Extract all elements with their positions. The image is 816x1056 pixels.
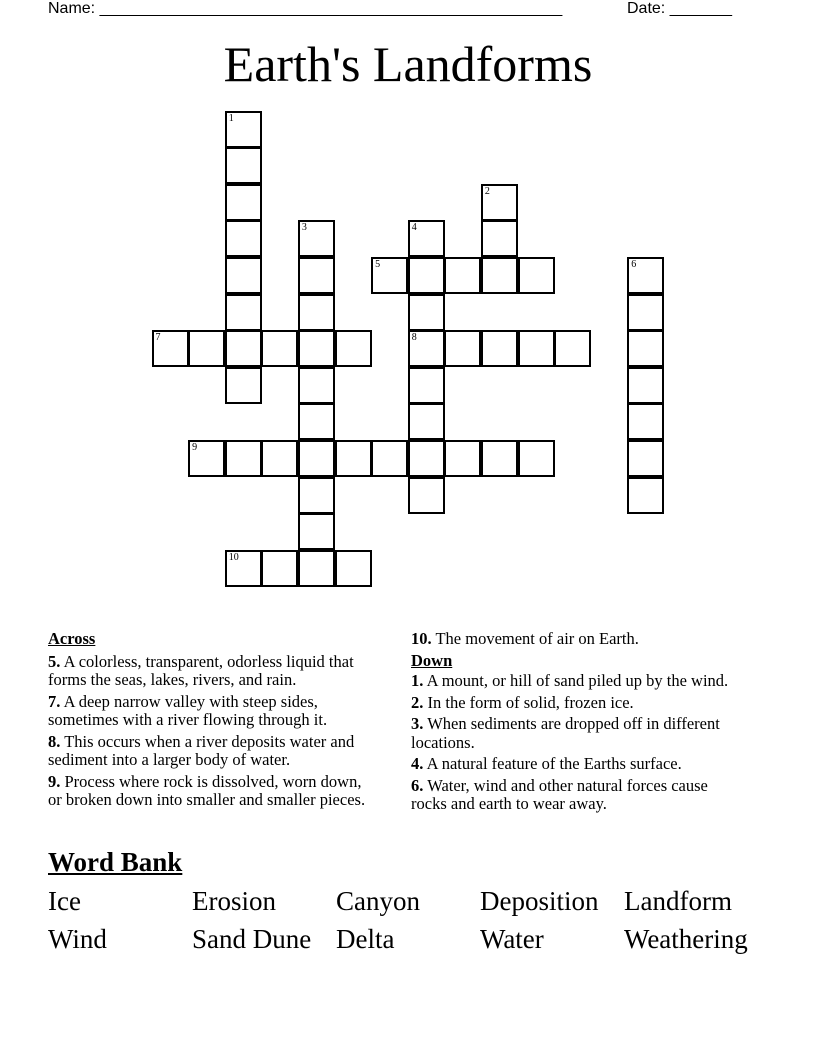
- clue-across-8: 8. This occurs when a river deposits water and sediment into a larger body of water.: [48, 731, 355, 769]
- clue-across-10: 10. The movement of air on Earth.: [411, 629, 639, 648]
- grid-cell[interactable]: [481, 330, 518, 367]
- grid-cell[interactable]: [627, 330, 664, 367]
- word-bank-item: Sand Dune: [192, 924, 312, 954]
- name-line: Name: ____________________________________________________: [48, 0, 563, 17]
- grid-cell[interactable]: [188, 440, 225, 477]
- grid-cell[interactable]: [261, 440, 298, 477]
- grid-cell[interactable]: [481, 440, 518, 477]
- clue-across-5: 5. A colorless, transparent, odorless liquid that forms the seas, lakes, rivers, and rain.: [48, 651, 354, 689]
- grid-cell[interactable]: [298, 440, 335, 477]
- grid-cell[interactable]: [554, 330, 591, 367]
- across-heading: Across: [48, 629, 96, 648]
- grid-cell[interactable]: [481, 220, 518, 257]
- word-bank-item: Weathering: [624, 924, 748, 954]
- grid-cell[interactable]: [371, 440, 408, 477]
- word-bank-item: Delta: [336, 924, 395, 954]
- clue-down-1: 1. A mount, or hill of sand piled up by the wind.: [411, 671, 729, 690]
- clue-across-9: 9. Process where rock is dissolved, worn down, or broken down into smaller and smaller pieces.: [48, 771, 366, 809]
- grid-cell[interactable]: [408, 440, 445, 477]
- word-bank-item: Water: [480, 924, 544, 954]
- grid-cell[interactable]: [627, 477, 664, 514]
- grid-cell[interactable]: [298, 403, 335, 440]
- grid-cell[interactable]: [371, 257, 408, 294]
- grid-cell[interactable]: [627, 257, 664, 294]
- grid-cell[interactable]: [408, 367, 445, 404]
- grid-cell[interactable]: [518, 257, 555, 294]
- clue-number: 3: [301, 222, 307, 234]
- grid-cell[interactable]: [408, 257, 445, 294]
- grid-cell[interactable]: [408, 477, 445, 514]
- grid-cell[interactable]: [518, 330, 555, 367]
- grid-cell[interactable]: [444, 330, 481, 367]
- word-bank-item: Ice: [48, 886, 81, 916]
- word-bank-title: Word Bank: [48, 847, 183, 877]
- grid-cell[interactable]: [225, 220, 262, 257]
- date-line: Date: _______: [627, 0, 732, 17]
- grid-cell[interactable]: [335, 440, 372, 477]
- page-title: Earth's Landforms: [223, 36, 593, 92]
- grid-cell[interactable]: [481, 257, 518, 294]
- word-bank-item: Landform: [624, 886, 732, 916]
- grid-cell[interactable]: [481, 184, 518, 221]
- grid-cell[interactable]: [408, 330, 445, 367]
- grid-cell[interactable]: [627, 403, 664, 440]
- grid-cell[interactable]: [261, 330, 298, 367]
- grid-cell[interactable]: [444, 257, 481, 294]
- grid-cell[interactable]: [518, 440, 555, 477]
- clue-number: 6: [631, 258, 637, 270]
- grid-cell[interactable]: [627, 294, 664, 331]
- clue-number: 1: [228, 112, 234, 124]
- clue-number: 2: [484, 185, 490, 197]
- clue-down-2: 2. In the form of solid, frozen ice.: [411, 692, 634, 712]
- clue-number: 9: [192, 441, 198, 453]
- clues-right-column: [411, 630, 741, 817]
- grid-cell[interactable]: [298, 367, 335, 404]
- clue-down-3: 3. When sediments are dropped off in different locations.: [411, 714, 720, 752]
- grid-cell[interactable]: [298, 220, 335, 257]
- grid-cell[interactable]: [225, 184, 262, 221]
- word-bank-item: Wind: [48, 924, 107, 954]
- grid-cell[interactable]: [225, 550, 262, 587]
- grid-cell[interactable]: [225, 147, 262, 184]
- clue-number: 5: [375, 258, 381, 270]
- grid-cell[interactable]: [225, 257, 262, 294]
- grid-cell[interactable]: [225, 330, 262, 367]
- grid-cell[interactable]: [298, 330, 335, 367]
- clue-down-4: 4. A natural feature of the Earths surface.: [411, 754, 682, 773]
- word-bank-item: Deposition: [480, 886, 599, 916]
- word-bank-item: Canyon: [336, 886, 420, 916]
- grid-cell[interactable]: [408, 403, 445, 440]
- grid-cell[interactable]: [408, 220, 445, 257]
- clues-left-column: [48, 630, 378, 813]
- clue-number: 8: [411, 332, 417, 344]
- grid-cell[interactable]: [627, 367, 664, 404]
- grid-cell[interactable]: [335, 550, 372, 587]
- clue-number: 7: [155, 332, 161, 344]
- grid-cell[interactable]: [298, 550, 335, 587]
- grid-cell[interactable]: [335, 330, 372, 367]
- grid-cell[interactable]: [298, 477, 335, 514]
- grid-cell[interactable]: [188, 330, 225, 367]
- clue-across-7: 7. A deep narrow valley with steep sides, sometimes with a river flowing through it.: [48, 691, 328, 729]
- grid-cell[interactable]: [298, 257, 335, 294]
- grid-cell[interactable]: [298, 513, 335, 550]
- grid-cell[interactable]: [298, 294, 335, 331]
- grid-cell[interactable]: [225, 294, 262, 331]
- grid-cell[interactable]: [225, 367, 262, 404]
- grid-cell[interactable]: [627, 440, 664, 477]
- grid-cell[interactable]: [225, 440, 262, 477]
- clue-down-6: 6. Water, wind and other natural forces cause rocks and earth to wear away.: [411, 775, 708, 813]
- word-bank-item: Erosion: [192, 886, 276, 916]
- down-heading: Down: [411, 650, 453, 670]
- grid-cell[interactable]: [408, 294, 445, 331]
- clue-number: 10: [228, 551, 239, 563]
- clue-number: 4: [411, 222, 417, 234]
- grid-cell[interactable]: [261, 550, 298, 587]
- grid-cell[interactable]: [152, 330, 189, 367]
- grid-cell[interactable]: [444, 440, 481, 477]
- grid-cell[interactable]: [225, 111, 262, 148]
